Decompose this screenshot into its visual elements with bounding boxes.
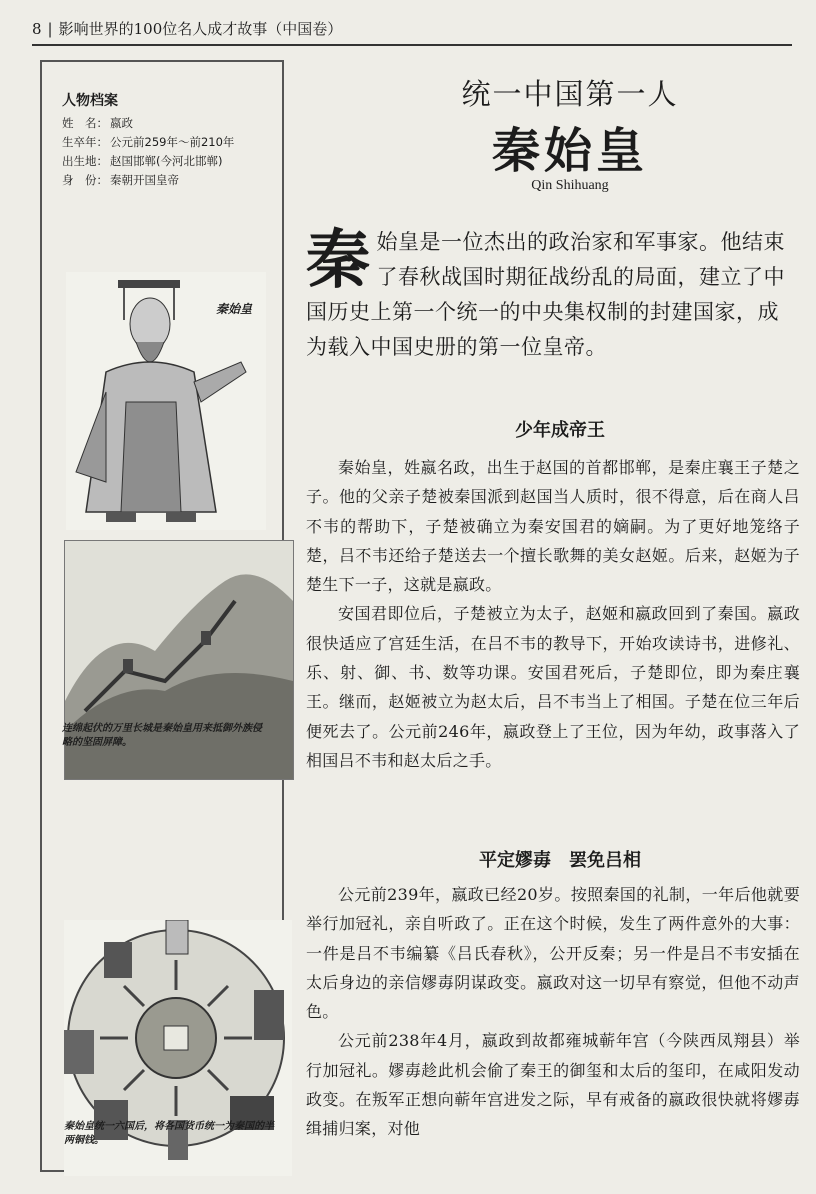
intro-paragraph: [306, 225, 796, 365]
coins-caption: 秦始皇统一六国后，将各国货币统一为秦国的半两铜钱。: [64, 1121, 274, 1146]
sidebar-panel: [40, 60, 284, 1172]
profile-box: [62, 90, 272, 190]
paragraph: 公元前239年，嬴政已经20岁。按照秦国的礼制，一年后他就要举行加冠礼，亲自听政了。正在这个时候，发生了两件意外的大事：一件是吕不韦编纂《吕氏春秋》，公开反秦；另一件是吕不韦安插在太后身边的亲信嫪毐阴谋政变。嬴政对这一切早有察觉，但他不动声色。: [306, 885, 800, 1022]
section-coup-body: [306, 880, 800, 1144]
profile-heading: 人物档案: [62, 93, 118, 109]
article-subtitle: 统一中国第一人: [461, 77, 679, 111]
profile-row-dates: 生卒年： 公元前259年～前210年: [62, 135, 235, 149]
profile-row-name: 姓 名： 嬴政: [62, 116, 133, 130]
paragraph: 安国君即位后，子楚被立为太子，赵姬和嬴政回到了秦国。嬴政很快适应了宫廷生活，在吕不韦的教导下，开始攻读诗书，进修礼、乐、射、御、书、数等功课。安国君死后，子楚即位，即为秦庄襄王。继而，赵姬被立为赵太后，吕不韦当上了相国。子楚在位三年后便死去了。公元前246年，嬴政登上了王位，因为年幼，政事落入了相国吕不韦和赵太后之手。: [306, 604, 800, 770]
section-youth-body: [306, 453, 800, 775]
article-title: 秦始皇: [491, 123, 648, 179]
section-title-youth: 少年成帝王: [515, 420, 605, 441]
running-header: [32, 14, 792, 46]
intro-text: 始皇是一位杰出的政治家和军事家。他结束了春秋战国时期征战纷乱的局面，建立了中国历史上第一个统一的中央集权制的封建国家，成为载入中国史册的第一位皇帝。: [306, 230, 785, 359]
profile-row-birthplace: 出生地： 赵国邯郸(今河北邯郸): [62, 154, 223, 168]
emperor-portrait-illustration: [66, 272, 266, 530]
profile-row-identity: 身 份： 秦朝开国皇帝: [62, 173, 179, 187]
header-divider: |: [47, 20, 53, 38]
section-title-coup: 平定嫪毐 罢免吕相: [479, 850, 641, 871]
page-number: 8: [32, 20, 42, 38]
drop-cap: 秦: [306, 223, 371, 298]
portrait-label: 秦始皇: [216, 302, 253, 316]
article-title-pinyin: Qin Shihuang: [531, 178, 609, 193]
paragraph: 公元前238年4月，嬴政到故都雍城蕲年宫（今陕西凤翔县）举行加冠礼。嫪毐趁此机会偷了秦王的御玺和太后的玺印，在咸阳发动政变。在叛军正想向蕲年宫进发之际，早有戒备的嬴政很快就将嫪毐缉捕归案，对他: [306, 1031, 800, 1139]
paragraph: 秦始皇，姓嬴名政，出生于赵国的首都邯郸，是秦庄襄王子楚之子。他的父亲子楚被秦国派到赵国当人质时，很不得意，后在商人吕不韦的帮助下，子楚被确立为秦安国君的嫡嗣。为了更好地笼络子楚，吕不韦还给子楚送去一个擅长歌舞的美女赵姬。后来，赵姬为子楚生下一子，这就是嬴政。: [306, 458, 800, 595]
great-wall-caption: 连绵起伏的万里长城是秦始皇用来抵御外族侵略的坚固屏障。: [62, 723, 262, 748]
book-title: 影响世界的100位名人成才故事（中国卷）: [58, 20, 343, 38]
